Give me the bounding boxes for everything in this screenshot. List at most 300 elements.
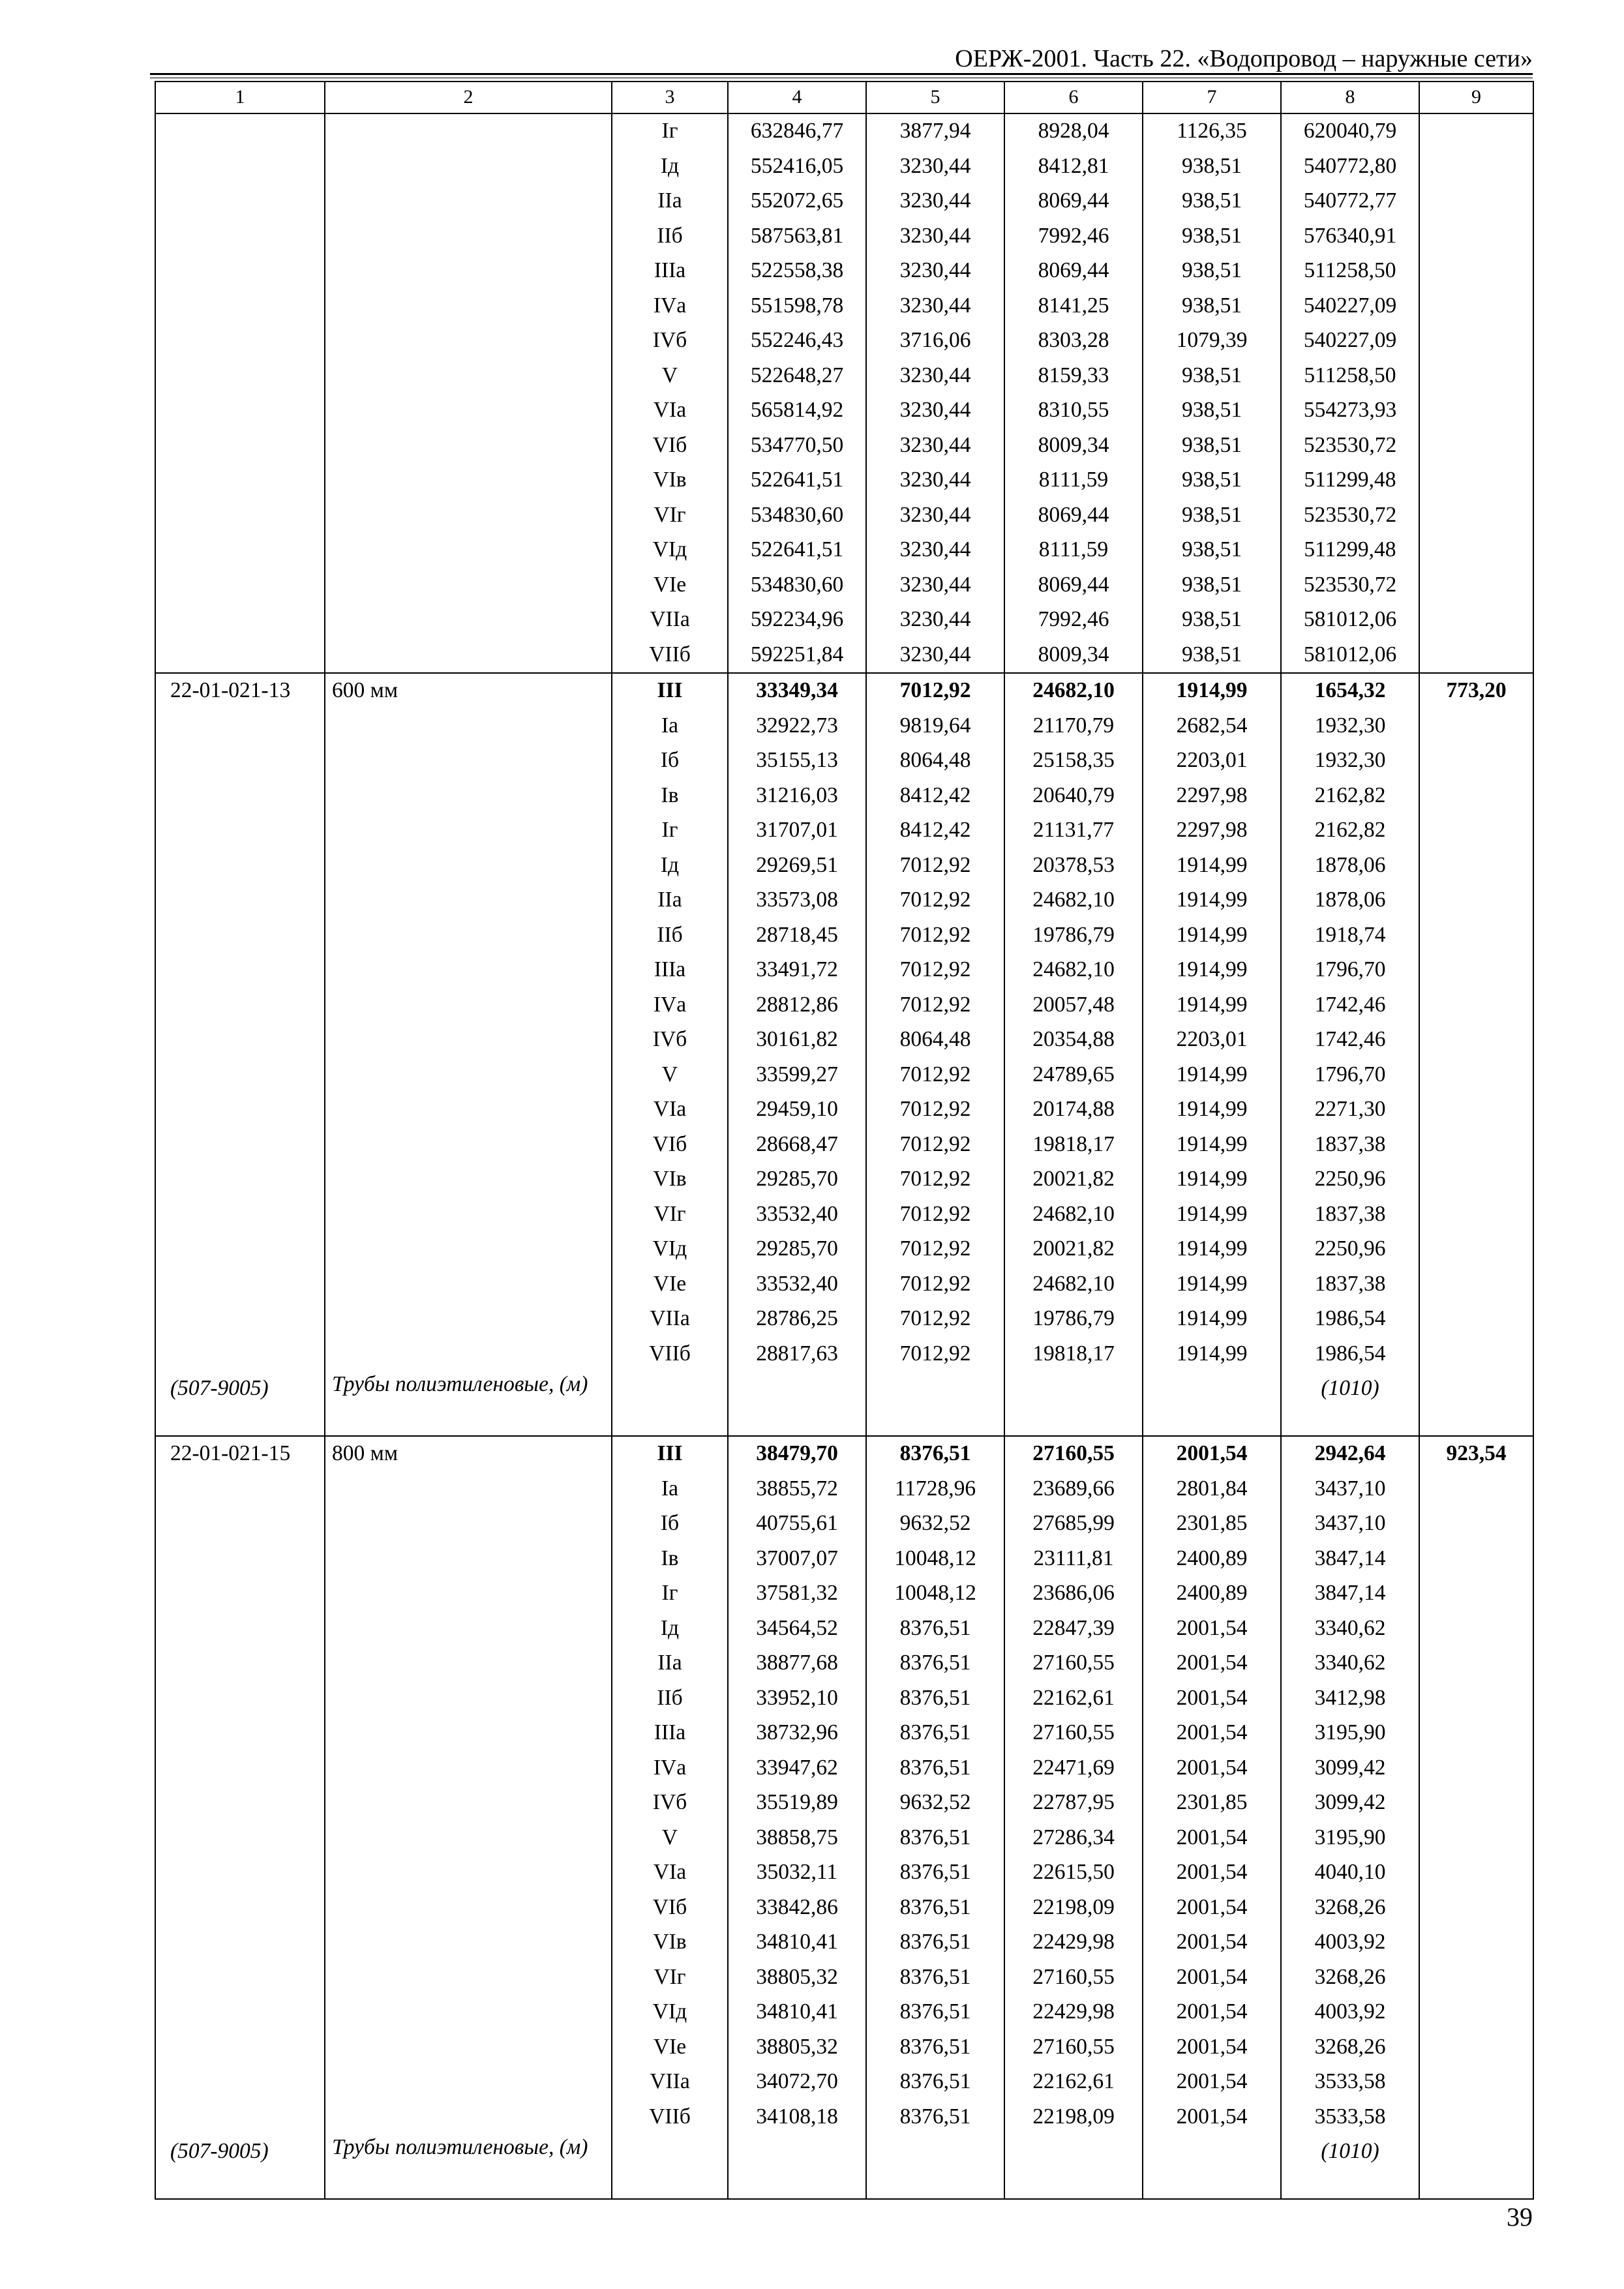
- cell-value: 3268,26: [1281, 1960, 1419, 1996]
- cell-total: [1419, 1960, 1533, 1996]
- cell-total: [1419, 1891, 1533, 1926]
- cell-total: [1419, 1506, 1533, 1542]
- cell-value: 3230,44: [866, 533, 1004, 568]
- cell-zone: III: [612, 1436, 728, 1472]
- cell-zone: IIIа: [612, 953, 728, 988]
- cell-code: [155, 1960, 325, 1996]
- table-row: [155, 1302, 1533, 1337]
- cell-value: 8111,59: [1004, 463, 1143, 498]
- cell-value: 938,51: [1143, 498, 1281, 533]
- cell-value: 7012,92: [866, 1197, 1004, 1233]
- table-row: [155, 883, 1533, 918]
- cell-value: 24789,65: [1004, 1058, 1143, 1093]
- cell-value: 511299,48: [1281, 533, 1419, 568]
- column-number: 7: [1143, 82, 1281, 113]
- cell-zone: IIб: [612, 1681, 728, 1716]
- cell-code: [155, 1786, 325, 1821]
- table-row: [155, 1960, 1533, 1996]
- cell-name: [325, 149, 612, 185]
- cell-total: [1419, 289, 1533, 324]
- cell-value: 27160,55: [1004, 2030, 1143, 2065]
- cell-total: [1419, 113, 1533, 149]
- cell-value: 565814,92: [728, 393, 866, 428]
- cell-code: [155, 743, 325, 779]
- cell-value: 8141,25: [1004, 289, 1143, 324]
- cell-code: [155, 1751, 325, 1786]
- cell-value: 3230,44: [866, 149, 1004, 185]
- cell-total: [1419, 638, 1533, 674]
- cell-name: [325, 2065, 612, 2100]
- cell-value: 3099,42: [1281, 1751, 1419, 1786]
- cell-zone: IVа: [612, 988, 728, 1023]
- cell-value: 9632,52: [866, 1506, 1004, 1542]
- cell-zone: VIб: [612, 428, 728, 464]
- cell-zone: IIб: [612, 918, 728, 953]
- cell-code: [155, 1337, 325, 1372]
- cell-total: 773,20: [1419, 673, 1533, 709]
- cell-code: [155, 1197, 325, 1233]
- running-header: ОЕРЖ-2001. Часть 22. «Водопровод – наружные сети»: [955, 45, 1533, 72]
- cell-zone: VIе: [612, 1267, 728, 1302]
- cell-total: 923,54: [1419, 1436, 1533, 1472]
- cell-code: 22-01-021-15: [155, 1436, 325, 1472]
- cell-value: 1654,32: [1281, 673, 1419, 709]
- cell-value: 4040,10: [1281, 1855, 1419, 1891]
- cell-code: [155, 638, 325, 674]
- cell-value: 29285,70: [728, 1162, 866, 1197]
- cell-total: [1419, 149, 1533, 185]
- cell-code: [155, 1128, 325, 1163]
- cell-value: 3230,44: [866, 638, 1004, 674]
- cell-value: 38805,32: [728, 2030, 866, 2065]
- cell-value: 32922,73: [728, 709, 866, 744]
- cell-value: 552072,65: [728, 184, 866, 219]
- table-row: [155, 568, 1533, 603]
- cell-zone: VIб: [612, 1128, 728, 1163]
- cell-code: [155, 498, 325, 533]
- cell-total: [1419, 1128, 1533, 1163]
- cell-value: 38877,68: [728, 1646, 866, 1681]
- table-row: [155, 1646, 1533, 1681]
- table-row: [155, 1611, 1533, 1647]
- cell-code: [155, 1925, 325, 1960]
- cell-value: 2297,98: [1143, 779, 1281, 814]
- cell-total: [1419, 393, 1533, 428]
- cell-value: 33491,72: [728, 953, 866, 988]
- cell-name: [325, 184, 612, 219]
- cell-value: 3877,94: [866, 113, 1004, 149]
- cell-value: 522558,38: [728, 254, 866, 289]
- cell-name: [325, 1023, 612, 1058]
- cell-total: [1419, 1092, 1533, 1128]
- cell-code: [155, 988, 325, 1023]
- cell-name: [325, 113, 612, 149]
- cell-value: 27160,55: [1004, 1436, 1143, 1472]
- cell-value: 2297,98: [1143, 813, 1281, 848]
- cell-value: 3437,10: [1281, 1506, 1419, 1542]
- column-number: 8: [1281, 82, 1419, 113]
- cell-value: 620040,79: [1281, 113, 1419, 149]
- cell-value: 2250,96: [1281, 1232, 1419, 1267]
- cell-zone: VIб: [612, 1891, 728, 1926]
- cell-value: 20021,82: [1004, 1162, 1143, 1197]
- empty-cell: [866, 1371, 1004, 1436]
- cell-value: 8064,48: [866, 1023, 1004, 1058]
- cell-value: 8303,28: [1004, 323, 1143, 359]
- cell-value: 1837,38: [1281, 1128, 1419, 1163]
- cell-value: 1914,99: [1143, 1197, 1281, 1233]
- table-row: [155, 673, 1533, 709]
- column-number: 5: [866, 82, 1004, 113]
- table-row: [155, 743, 1533, 779]
- cell-value: 8069,44: [1004, 254, 1143, 289]
- table-row: [155, 184, 1533, 219]
- cell-code: [155, 323, 325, 359]
- table-row: [155, 463, 1533, 498]
- table-row: [155, 918, 1533, 953]
- cell-zone: VIе: [612, 568, 728, 603]
- empty-cell: [1004, 2134, 1143, 2199]
- cell-value: 2942,64: [1281, 1436, 1419, 1472]
- cell-value: 22471,69: [1004, 1751, 1143, 1786]
- cell-value: 8376,51: [866, 1716, 1004, 1751]
- cell-name: [325, 1506, 612, 1542]
- cell-value: 25158,35: [1004, 743, 1143, 779]
- cell-value: 2001,54: [1143, 1821, 1281, 1856]
- cell-value: 24682,10: [1004, 883, 1143, 918]
- cell-total: [1419, 918, 1533, 953]
- cell-zone: III: [612, 673, 728, 709]
- cell-value: 2682,54: [1143, 709, 1281, 744]
- cell-code: [155, 1995, 325, 2030]
- cell-value: 7012,92: [866, 1162, 1004, 1197]
- cell-zone: Iг: [612, 113, 728, 149]
- cell-zone: Iа: [612, 709, 728, 744]
- cell-value: 1079,39: [1143, 323, 1281, 359]
- table-row: [155, 1786, 1533, 1821]
- cell-value: 1878,06: [1281, 883, 1419, 918]
- column-number: 6: [1004, 82, 1143, 113]
- cell-name: [325, 1092, 612, 1128]
- cell-value: 2203,01: [1143, 1023, 1281, 1058]
- cell-value: 8376,51: [866, 1891, 1004, 1926]
- cell-value: 3099,42: [1281, 1786, 1419, 1821]
- cell-zone: Iв: [612, 779, 728, 814]
- cell-code: [155, 953, 325, 988]
- cell-value: 1837,38: [1281, 1197, 1419, 1233]
- cell-value: 534830,60: [728, 498, 866, 533]
- cell-value: 8376,51: [866, 1611, 1004, 1647]
- cell-value: 22198,09: [1004, 1891, 1143, 1926]
- cell-name: 600 мм: [325, 673, 612, 709]
- cell-value: 27160,55: [1004, 1646, 1143, 1681]
- cell-value: 7012,92: [866, 1267, 1004, 1302]
- cell-name: [325, 1751, 612, 1786]
- cell-value: 28817,63: [728, 1337, 866, 1372]
- cell-zone: IIа: [612, 883, 728, 918]
- cell-value: 3437,10: [1281, 1472, 1419, 1507]
- cell-value: 522641,51: [728, 463, 866, 498]
- cell-code: [155, 1681, 325, 1716]
- cell-name: [325, 428, 612, 464]
- cell-total: [1419, 953, 1533, 988]
- cell-value: 3195,90: [1281, 1821, 1419, 1856]
- cell-value: 1914,99: [1143, 1058, 1281, 1093]
- cell-value: 7012,92: [866, 1058, 1004, 1093]
- cell-name: [325, 2100, 612, 2135]
- cell-total: [1419, 709, 1533, 744]
- table-row: [155, 359, 1533, 394]
- cell-total: [1419, 2065, 1533, 2100]
- cell-value: 938,51: [1143, 359, 1281, 394]
- cell-name: [325, 1681, 612, 1716]
- cell-value: 1837,38: [1281, 1267, 1419, 1302]
- table-row: [155, 1751, 1533, 1786]
- cell-value: 2001,54: [1143, 1995, 1281, 2030]
- cell-value: 19818,17: [1004, 1128, 1143, 1163]
- cell-zone: VIе: [612, 2030, 728, 2065]
- cell-name: [325, 1197, 612, 1233]
- table-row: [155, 1472, 1533, 1507]
- cell-value: 2001,54: [1143, 1960, 1281, 1996]
- cell-value: 24682,10: [1004, 1267, 1143, 1302]
- cell-value: 3268,26: [1281, 2030, 1419, 2065]
- table-row: [155, 1267, 1533, 1302]
- cell-value: 1914,99: [1143, 1092, 1281, 1128]
- empty-cell: [728, 2134, 866, 2199]
- table-row: [155, 813, 1533, 848]
- cell-value: 1742,46: [1281, 988, 1419, 1023]
- cell-name: [325, 1472, 612, 1507]
- cell-code: [155, 1611, 325, 1647]
- cell-value: 8111,59: [1004, 533, 1143, 568]
- cell-value: 7012,92: [866, 1232, 1004, 1267]
- cell-value: 2162,82: [1281, 779, 1419, 814]
- cell-total: [1419, 1855, 1533, 1891]
- cell-value: 2001,54: [1143, 1436, 1281, 1472]
- cell-value: 3230,44: [866, 603, 1004, 638]
- cell-value: 8412,81: [1004, 149, 1143, 185]
- cell-total: [1419, 1058, 1533, 1093]
- cell-value: 2271,30: [1281, 1092, 1419, 1128]
- cell-value: 7012,92: [866, 848, 1004, 884]
- cell-name: [325, 2030, 612, 2065]
- cell-value: 938,51: [1143, 638, 1281, 674]
- cell-total: [1419, 184, 1533, 219]
- cell-value: 8064,48: [866, 743, 1004, 779]
- cell-value: 33532,40: [728, 1197, 866, 1233]
- cell-value: 7992,46: [1004, 219, 1143, 254]
- cell-value: 22162,61: [1004, 2065, 1143, 2100]
- cell-value: 33842,86: [728, 1891, 866, 1926]
- cell-value: 587563,81: [728, 219, 866, 254]
- cell-name: [325, 953, 612, 988]
- cell-zone: VIIб: [612, 1337, 728, 1372]
- cell-value: 1914,99: [1143, 953, 1281, 988]
- cell-value: 938,51: [1143, 428, 1281, 464]
- column-number: 2: [325, 82, 612, 113]
- cell-value: 2301,85: [1143, 1786, 1281, 1821]
- cell-code: [155, 1232, 325, 1267]
- cell-value: 37007,07: [728, 1542, 866, 1577]
- cell-value: 38858,75: [728, 1821, 866, 1856]
- cell-value: 8376,51: [866, 1646, 1004, 1681]
- cell-code: [155, 219, 325, 254]
- cell-total: [1419, 2030, 1533, 2065]
- cell-total: [1419, 323, 1533, 359]
- cell-value: 33573,08: [728, 883, 866, 918]
- cell-total: [1419, 1023, 1533, 1058]
- column-number: 3: [612, 82, 728, 113]
- table-row: [155, 1058, 1533, 1093]
- cell-name: [325, 1925, 612, 1960]
- cell-name: [325, 883, 612, 918]
- cell-value: 2001,54: [1143, 1891, 1281, 1926]
- cell-total: [1419, 1576, 1533, 1611]
- cell-name: [325, 1646, 612, 1681]
- cell-value: 3716,06: [866, 323, 1004, 359]
- cell-code: [155, 1891, 325, 1926]
- cell-value: 592234,96: [728, 603, 866, 638]
- cell-name: [325, 1302, 612, 1337]
- cell-name: [325, 393, 612, 428]
- cell-value: 581012,06: [1281, 603, 1419, 638]
- cell-zone: Iг: [612, 1576, 728, 1611]
- cell-code: [155, 779, 325, 814]
- cell-code: [155, 848, 325, 884]
- cell-value: 2001,54: [1143, 1681, 1281, 1716]
- cell-value: 3230,44: [866, 393, 1004, 428]
- cell-value: 22198,09: [1004, 2100, 1143, 2135]
- cell-value: 938,51: [1143, 463, 1281, 498]
- cell-code: [155, 568, 325, 603]
- cell-code: [155, 918, 325, 953]
- cell-code: [155, 1855, 325, 1891]
- column-number: 9: [1419, 82, 1533, 113]
- cell-name: [325, 568, 612, 603]
- cell-value: 552416,05: [728, 149, 866, 185]
- cell-name: [325, 1542, 612, 1577]
- table-row: [155, 2100, 1533, 2135]
- table-row: [155, 2030, 1533, 2065]
- cell-value: 938,51: [1143, 149, 1281, 185]
- cell-code: [155, 2030, 325, 2065]
- cell-value: 552246,43: [728, 323, 866, 359]
- cell-value: 20378,53: [1004, 848, 1143, 884]
- table-row: [155, 113, 1533, 149]
- cell-value: 19818,17: [1004, 1337, 1143, 1372]
- cell-zone: VIIб: [612, 2100, 728, 2135]
- cell-name: [325, 1232, 612, 1267]
- cell-value: 938,51: [1143, 603, 1281, 638]
- cell-name: [325, 779, 612, 814]
- cell-value: 28668,47: [728, 1128, 866, 1163]
- cell-zone: V: [612, 1821, 728, 1856]
- empty-cell: [612, 2134, 728, 2199]
- table-row: [155, 323, 1533, 359]
- cell-value: 1914,99: [1143, 883, 1281, 918]
- cell-value: 20057,48: [1004, 988, 1143, 1023]
- empty-cell: [866, 2134, 1004, 2199]
- cell-value: 9632,52: [866, 1786, 1004, 1821]
- table-row: [155, 1716, 1533, 1751]
- cell-value: 938,51: [1143, 533, 1281, 568]
- cell-name: [325, 1611, 612, 1647]
- cell-total: [1419, 1232, 1533, 1267]
- cell-value: 3230,44: [866, 498, 1004, 533]
- table-row: [155, 219, 1533, 254]
- empty-cell: [1143, 1371, 1281, 1436]
- cell-value: 1914,99: [1143, 1232, 1281, 1267]
- cell-value: 21170,79: [1004, 709, 1143, 744]
- cell-value: 2400,89: [1143, 1542, 1281, 1577]
- cell-code: [155, 1506, 325, 1542]
- cell-zone: VIв: [612, 1162, 728, 1197]
- table-row: [155, 289, 1533, 324]
- cell-value: 3412,98: [1281, 1681, 1419, 1716]
- table-row: [155, 393, 1533, 428]
- empty-cell: [612, 1371, 728, 1436]
- cell-code: [155, 1542, 325, 1577]
- cell-value: 534770,50: [728, 428, 866, 464]
- cell-value: 2001,54: [1143, 1611, 1281, 1647]
- table-row: [155, 1023, 1533, 1058]
- cell-value: 8159,33: [1004, 359, 1143, 394]
- table-row: [155, 1855, 1533, 1891]
- cell-zone: Iг: [612, 813, 728, 848]
- cell-zone: IIб: [612, 219, 728, 254]
- cell-value: 31216,03: [728, 779, 866, 814]
- table-row: [155, 1891, 1533, 1926]
- cell-value: 8376,51: [866, 1681, 1004, 1716]
- cell-code: [155, 113, 325, 149]
- cell-value: 4003,92: [1281, 1995, 1419, 2030]
- cell-zone: Iб: [612, 1506, 728, 1542]
- cell-value: 8376,51: [866, 1821, 1004, 1856]
- cell-value: 22847,39: [1004, 1611, 1143, 1647]
- cell-value: 2301,85: [1143, 1506, 1281, 1542]
- cell-value: 22429,98: [1004, 1925, 1143, 1960]
- cell-value: 523530,72: [1281, 498, 1419, 533]
- cell-name: [325, 533, 612, 568]
- cell-value: 592251,84: [728, 638, 866, 674]
- cell-name: [325, 1855, 612, 1891]
- cell-zone: VIIа: [612, 603, 728, 638]
- cell-code: [155, 2100, 325, 2135]
- table-row: [155, 1995, 1533, 2030]
- cell-name: 800 мм: [325, 1436, 612, 1472]
- cell-value: 21131,77: [1004, 813, 1143, 848]
- cell-value: 10048,12: [866, 1542, 1004, 1577]
- cell-value: 3195,90: [1281, 1716, 1419, 1751]
- cell-value: 3340,62: [1281, 1611, 1419, 1647]
- cell-zone: V: [612, 1058, 728, 1093]
- cell-total: [1419, 1611, 1533, 1647]
- cell-value: 1914,99: [1143, 988, 1281, 1023]
- cell-value: 8376,51: [866, 1960, 1004, 1996]
- cell-value: 3230,44: [866, 219, 1004, 254]
- cell-value: 576340,91: [1281, 219, 1419, 254]
- cell-value: 38805,32: [728, 1960, 866, 1996]
- cell-zone: VIа: [612, 393, 728, 428]
- cell-zone: VIа: [612, 1092, 728, 1128]
- cell-value: 7992,46: [1004, 603, 1143, 638]
- cell-value: 8412,42: [866, 779, 1004, 814]
- table-row: [155, 1128, 1533, 1163]
- cell-total: [1419, 1337, 1533, 1372]
- cell-zone: Iд: [612, 149, 728, 185]
- cell-name: [325, 1716, 612, 1751]
